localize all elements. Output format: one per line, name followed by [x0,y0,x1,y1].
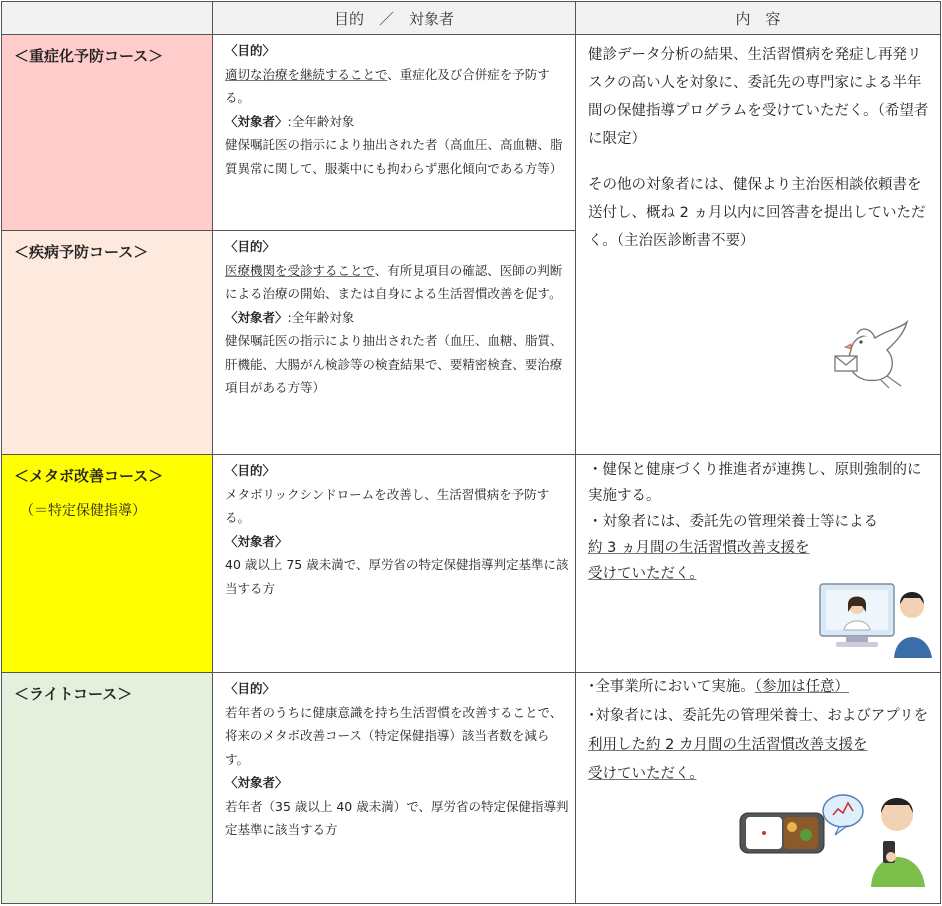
content-underlined: 約 3 ヵ月間の生活習慣改善支援を [588,540,810,556]
course-name [2,35,213,231]
meal-box-icon [736,805,828,857]
purpose-underlined: 医療機関を受診することで [225,262,375,278]
row-light [2,673,941,904]
header-content: 内 容 [576,2,941,35]
content-underlined: （参加は任意） [754,679,849,695]
header-row [2,2,941,35]
course-name [2,673,213,904]
content-paragraph-2: その他の対象者には、健保より主治医相談依頼書を送付し、概ね 2 ヵ月以内に回答書を提出していただく。（主治医診断書不要） [588,177,926,249]
target-text: 健保嘱託医の指示により抽出された者（血圧、血糖、脂質、肝機能、大腸がん検診等の検査結果で、要精密検査、要治療項目がある方等） [225,333,563,395]
purpose-label: 〈目的〉 [225,463,276,478]
content-light [576,673,941,904]
course-name [2,231,213,455]
course-title: ＜疾病予防コース＞ [14,243,149,261]
course-subtitle: （＝特定保健指導） [20,503,146,519]
content-underlined: 約 2 カ月間の生活習慣改善支援を [646,737,868,753]
content-shared [576,35,941,455]
purpose-rest: 、有所見項目の確認、医師の判断による治療の開始、または自身による生活習慣改善を促す。 [225,262,563,301]
target-text: 40 歳以上 75 歳未満で、厚労省の特定保健指導判定基準に該当する方 [225,557,569,596]
purpose-text: メタボリックシンドロームを改善し、生活習慣病を予防する。 [225,486,550,525]
target-text: 健保嘱託医の指示により抽出された者（高血圧、高血糖、脂質異常に関して、服薬中にも拘わらず悪化傾向である方等） [225,137,563,176]
content-line: ・対象者には、委託先の管理栄養士等による [588,514,878,530]
content-line: ･全事業所において実施。 [588,679,755,695]
content-metabo [576,455,941,673]
course-title: ＜重症化予防コース＞ [14,47,164,65]
row-severe-prevention [2,35,941,231]
dove-letter-icon [831,320,911,390]
purpose-cell [213,35,576,231]
content-paragraph-1: 健診データ分析の結果、生活習慣病を発症し再発リスクの高い人を対象に、委託先の専門家による半年間の保健指導プログラムを受けていただく。（希望者に限定） [588,47,929,147]
target-label: 〈対象者〉 [225,309,288,325]
purpose-rest: 、重症化及び合併症を予防する。 [225,66,550,105]
purpose-cell [213,231,576,455]
purpose-label: 〈目的〉 [225,681,276,696]
content-line: ･対象者には、委託先の管理栄養士、およびアプリを [588,708,929,724]
target-suffix: :全年齢対象 [287,113,355,129]
course-title: ＜ライトコース＞ [14,685,133,703]
purpose-underlined: 適切な治療を継続することで [225,66,388,82]
purpose-text: 若年者のうちに健康意識を持ち生活習慣を改善することで、将来のメタボ改善コース（特定保健指導）該当者数を減らす。 [225,704,563,767]
target-label: 〈対象者〉 [225,533,288,549]
course-title: ＜メタボ改善コース＞ [14,467,164,485]
course-name [2,455,213,673]
content-underlined: 受けていただく。 [588,566,697,582]
purpose-cell [213,673,576,904]
online-consultation-icon [816,580,936,660]
purpose-label: 〈目的〉 [225,239,276,254]
header-purpose: 目的 ／ 対象者 [213,2,576,35]
target-text: 若年者（35 歳以上 40 歳未満）で、厚労省の特定保健指導判定基準に該当する方 [225,798,569,837]
content-underlined: 利用した [588,737,646,753]
content-underlined: 受けていただく。 [588,766,697,782]
target-label: 〈対象者〉 [225,113,288,129]
course-table [1,1,941,904]
purpose-cell [213,455,576,673]
content-line: ・健保と健康づくり推進者が連携し、原則強制的に実施する。 [588,462,922,504]
target-suffix: :全年齢対象 [287,309,355,325]
row-metabo [2,455,941,673]
purpose-label: 〈目的〉 [225,43,276,58]
smartphone-user-icon [821,791,931,887]
header-blank [2,2,213,35]
target-label: 〈対象者〉 [225,775,288,790]
